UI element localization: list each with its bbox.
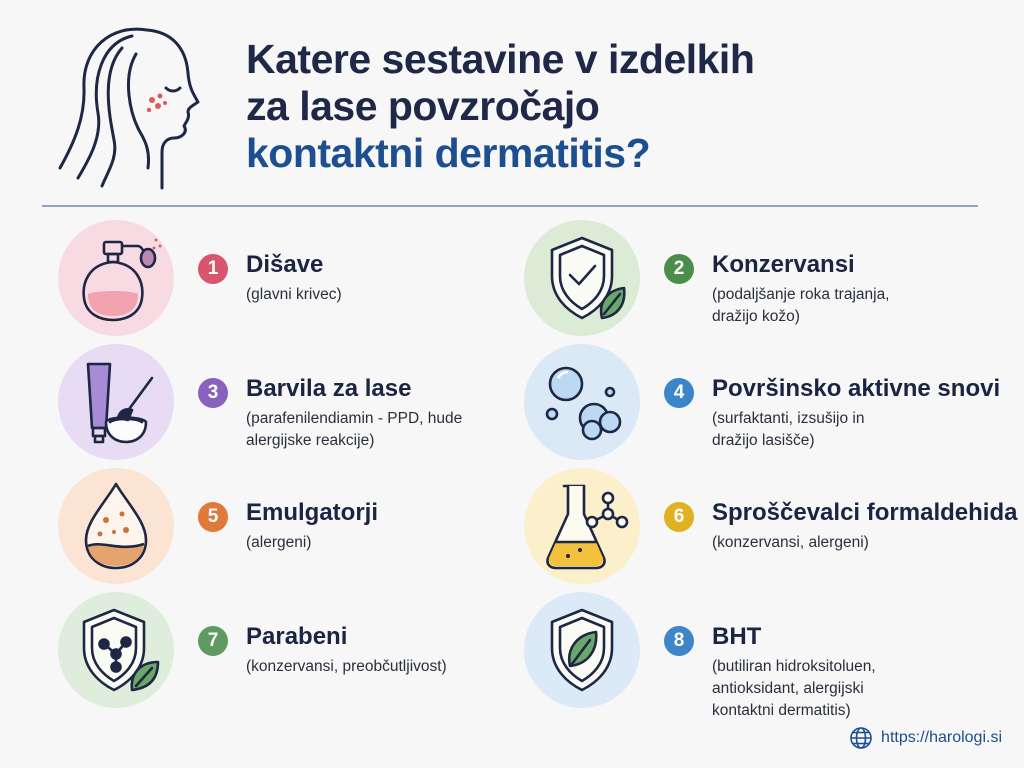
ingredient-name: Dišave: [246, 251, 324, 278]
ingredient-description: (parafenilendiamin - PPD, hude alergijske reakcije): [246, 410, 463, 449]
shield-molecule-leaf-icon: [66, 600, 166, 700]
ingredient-name: Parabeni: [246, 623, 348, 650]
shield-check-leaf-icon: [532, 228, 632, 328]
ingredient-item-2: [524, 220, 994, 338]
icon-circle: [58, 468, 174, 584]
title-line-2: za lase povzročajo: [246, 83, 600, 129]
footer: [849, 724, 1002, 752]
icon-circle: [58, 220, 174, 336]
icon-circle: [58, 592, 174, 708]
ingredient-item-5: [58, 468, 528, 586]
icon-circle: [524, 468, 640, 584]
ingredient-name: Konzervansi: [712, 251, 855, 278]
ingredient-name: BHT: [712, 623, 762, 650]
ingredient-description: (konzervansi, preobčutljivost): [246, 658, 447, 675]
shield-leaf-icon: [532, 600, 632, 700]
ingredient-description: (alergeni): [246, 534, 312, 551]
title-line-3: kontaktni dermatitis?: [246, 130, 651, 176]
perfume-bottle-icon: [66, 228, 166, 328]
icon-circle: [524, 592, 640, 708]
ingredient-description: (podaljšanje roka trajanja, dražijo kožo): [712, 286, 890, 325]
ingredient-item-7: [58, 592, 528, 710]
website-link[interactable]: https://harologi.si: [881, 729, 1002, 746]
ingredient-description: (konzervansi, alergeni): [712, 534, 869, 551]
ingredient-name: Barvila za lase: [246, 375, 412, 402]
number-badge: 5: [198, 502, 228, 532]
chemical-flask-icon: [532, 476, 632, 576]
header: [0, 0, 1024, 205]
ingredient-name: Emulgatorji: [246, 499, 379, 526]
oil-drop-icon: [66, 476, 166, 576]
hair-dye-tube-brush-icon: [66, 352, 166, 452]
number-badge: 3: [198, 378, 228, 408]
ingredient-name: Sproščevalci formaldehida: [712, 499, 1018, 526]
ingredient-description: (glavni krivec): [246, 286, 342, 303]
number-badge: 6: [664, 502, 694, 532]
ingredient-name: Površinsko aktivne snovi: [712, 375, 1001, 402]
number-badge: 8: [664, 626, 694, 656]
woman-face-icon: [52, 18, 202, 190]
ingredient-item-1: [58, 220, 528, 338]
ingredient-description: (surfaktanti, izsušijo in dražijo lasišče): [712, 410, 865, 449]
ingredient-item-3: [58, 344, 528, 462]
title-line-1: Katere sestavine v izdelkih: [246, 36, 755, 82]
bubbles-icon: [532, 352, 632, 452]
ingredient-item-6: [524, 468, 1018, 586]
icon-circle: [524, 220, 640, 336]
ingredient-item-8: [524, 592, 994, 719]
header-divider: [42, 205, 978, 207]
icon-circle: [524, 344, 640, 460]
page-title: [246, 36, 754, 177]
number-badge: 2: [664, 254, 694, 284]
number-badge: 7: [198, 626, 228, 656]
number-badge: 1: [198, 254, 228, 284]
ingredient-description: (butiliran hidroksitoluen, antioksidant, alergijski kontaktni dermatitis): [712, 658, 876, 719]
number-badge: 4: [664, 378, 694, 408]
ingredient-item-4: [524, 344, 1001, 462]
globe-icon: [849, 726, 873, 750]
icon-circle: [58, 344, 174, 460]
